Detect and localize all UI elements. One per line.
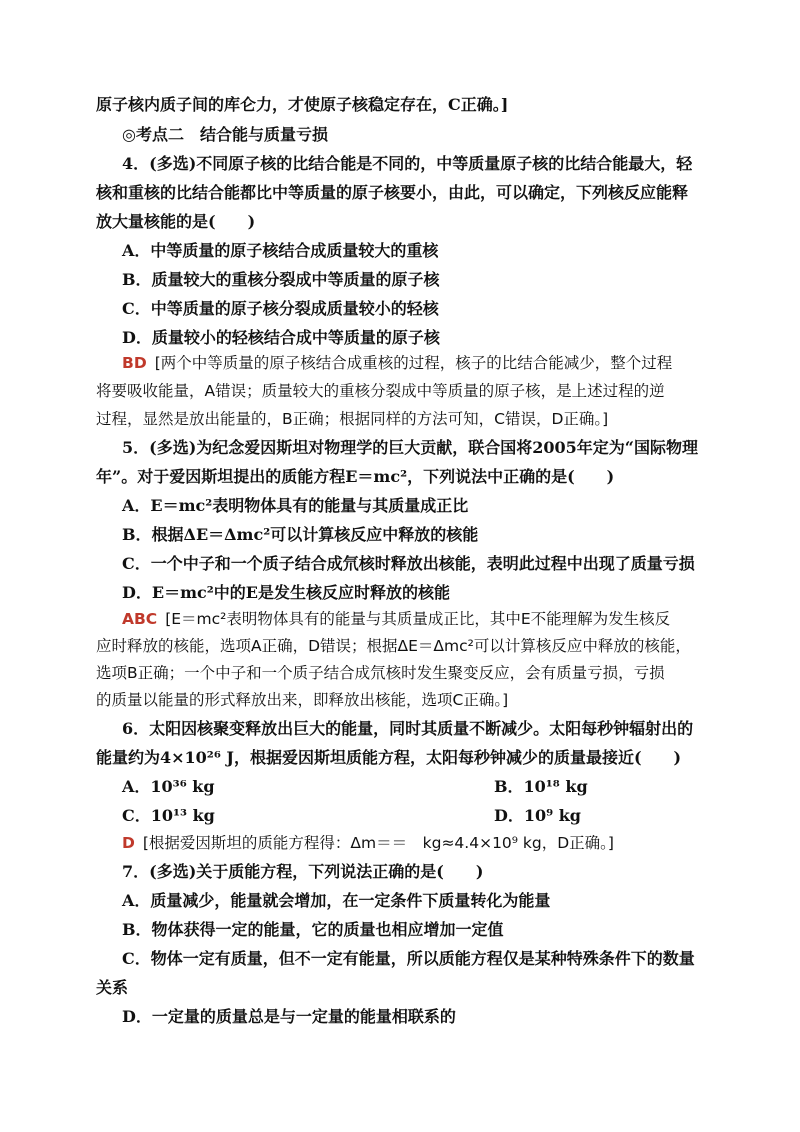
explanation-line: 将要吸收能量，A错误；质量较大的重核分裂成中等质量的原子核，是上述过程的逆 xyxy=(96,382,665,400)
text-line: 原子核内质子间的库仑力，才使原子核稳定存在，C正确。] xyxy=(96,95,509,114)
answer-explanation: [两个中等质量的原子核结合成重核的过程，核子的比结合能减少，整个过程 xyxy=(154,354,673,372)
option-d: D．一定量的质量总是与一定量的能量相联系的 xyxy=(122,1007,456,1026)
option-a: A．质量减少，能量就会增加，在一定条件下质量转化为能量 xyxy=(122,891,551,910)
option-row xyxy=(122,805,742,827)
option-d: D．E＝mc²中的E是发生核反应时释放的核能 xyxy=(122,583,450,602)
option-a: A．中等质量的原子核结合成质量较大的重核 xyxy=(122,241,439,260)
answer-explanation: [根据爱因斯坦的质能方程得：Δm＝＝ kg≈4.4×10⁹ kg，D正确。] xyxy=(142,834,614,852)
explanation-line: 的质量以能量的形式释放出来，即释放出核能，选项C正确。] xyxy=(96,691,509,709)
explanation-line: 应时释放的核能，选项A正确，D错误；根据ΔE＝Δmc²可以计算核反应中释放的核能， xyxy=(96,637,691,655)
text-line: 能量约为4×10²⁶ J，根据爱因斯坦质能方程，太阳每秒钟减少的质量最接近( ) xyxy=(96,748,682,767)
question-4-stem: 4．(多选)不同原子核的比结合能是不同的，中等质量原子核的比结合能最大，轻 xyxy=(122,154,693,173)
explanation-line: 过程，显然是放出能量的，B正确；根据同样的方法可知，C错误，D正确。] xyxy=(96,410,609,428)
option-c: C．物体一定有质量，但不一定有能量，所以质能方程仅是某种特殊条件下的数量 xyxy=(122,949,695,968)
text-line: 核和重核的比结合能都比中等质量的原子核要小，由此，可以确定，下列核反应能释 xyxy=(96,183,689,202)
question-6-stem: 6．太阳因核聚变释放出巨大的能量，同时其质量不断减少。太阳每秒钟辐射出的 xyxy=(122,719,694,738)
answer-key: ABC xyxy=(122,610,158,628)
text-line: 年”。对于爱因斯坦提出的质能方程E＝mc²，下列说法中正确的是( ) xyxy=(96,467,615,486)
explanation-line: 选项B正确；一个中子和一个质子结合成氘核时发生聚变反应，会有质量亏损，亏损 xyxy=(96,664,665,682)
answer-key: D xyxy=(122,834,135,852)
option-b: B．物体获得一定的能量，它的质量也相应增加一定值 xyxy=(122,920,504,939)
option-c: C．10¹³ kg xyxy=(122,806,215,825)
option-b: B．质量较大的重核分裂成中等质量的原子核 xyxy=(122,270,440,289)
answer-explanation: [E＝mc²表明物体具有的能量与其质量成正比，其中E不能理解为发生核反 xyxy=(165,610,671,628)
question-5-stem: 5．(多选)为纪念爱因斯坦对物理学的巨大贡献，联合国将2005年定为“国际物理 xyxy=(122,438,699,457)
option-c: C．一个中子和一个质子结合成氘核时释放出核能，表明此过程中出现了质量亏损 xyxy=(122,554,695,573)
option-b: B．10¹⁸ kg xyxy=(494,777,588,796)
question-7-stem: 7．(多选)关于质能方程，下列说法正确的是( ) xyxy=(122,862,484,881)
option-b: B．根据ΔE＝Δmc²可以计算核反应中释放的核能 xyxy=(122,525,479,544)
answer-key: BD xyxy=(122,354,147,372)
answer-line xyxy=(122,832,742,854)
option-d: D．10⁹ kg xyxy=(494,806,581,825)
option-a: A．10³⁶ kg xyxy=(122,777,215,796)
option-a: A．E＝mc²表明物体具有的能量与其质量成正比 xyxy=(122,496,469,515)
text-line: 关系 xyxy=(96,978,129,997)
option-d: D．质量较小的轻核结合成中等质量的原子核 xyxy=(122,328,440,347)
option-c: C．中等质量的原子核分裂成质量较小的轻核 xyxy=(122,299,439,318)
text-line: 放大量核能的是( ) xyxy=(96,212,256,231)
option-row xyxy=(122,776,742,798)
section-heading: ◎考点二 结合能与质量亏损 xyxy=(122,125,328,144)
answer-line xyxy=(122,608,742,630)
answer-line xyxy=(122,352,742,374)
